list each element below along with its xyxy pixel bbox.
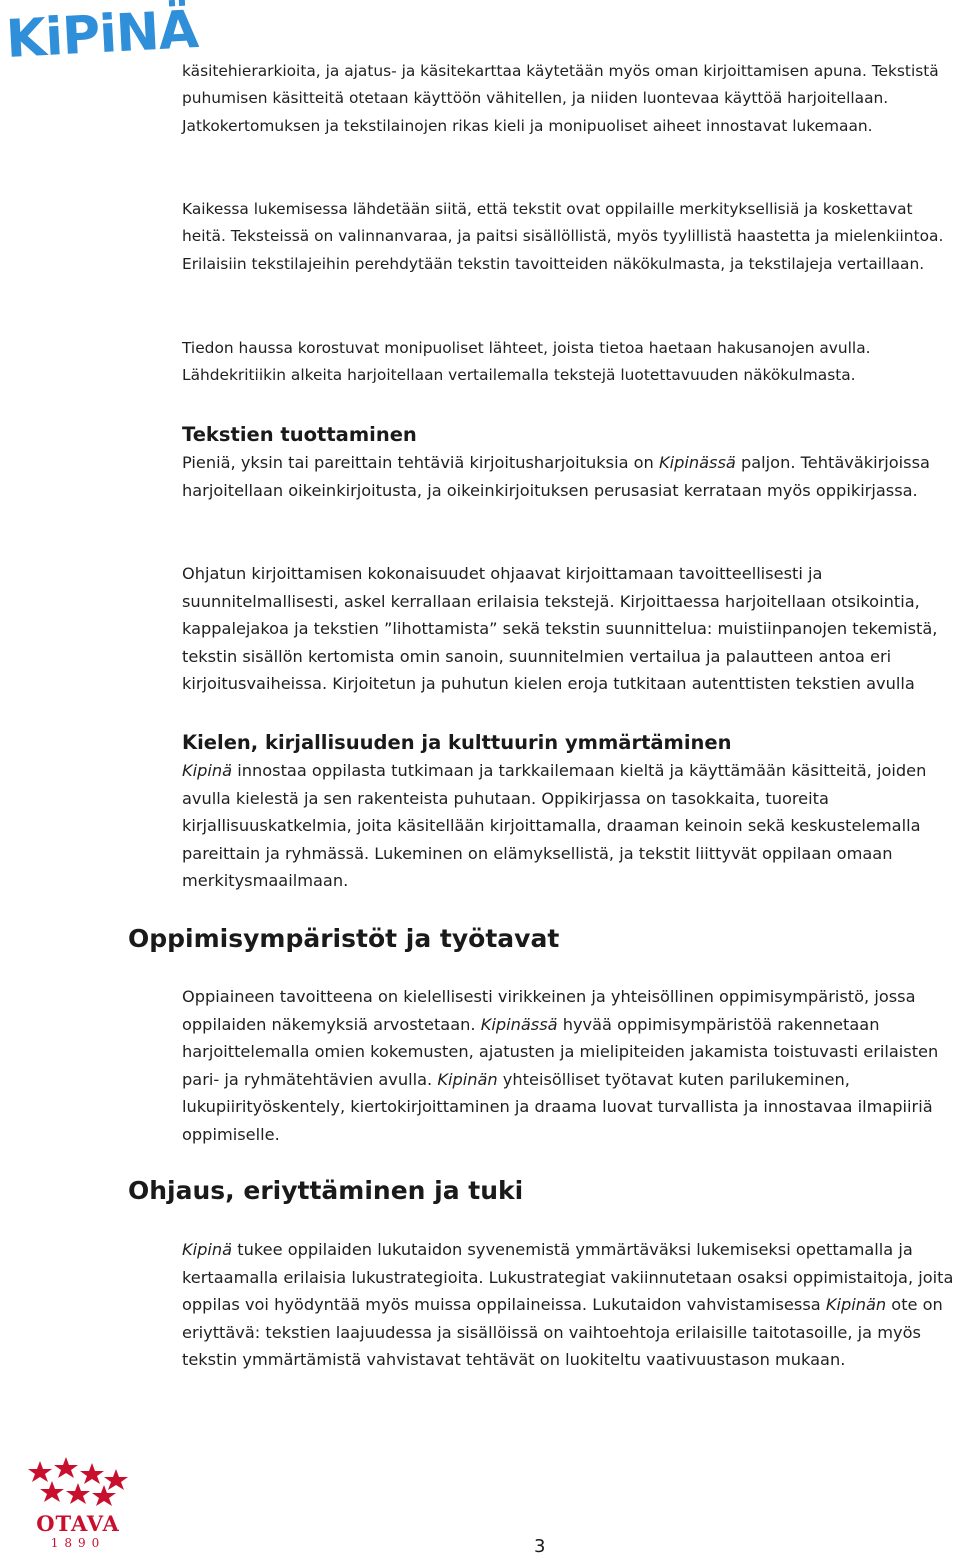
- intro-paragraph-2: Kaikessa lukemisessa lähdetään siitä, että tekstit ovat oppilaille merkityksellisiä ja koskettavat heitä. Teksteissä on valinnanvaraa, ja paitsi sisällöllistä, myös tyylillistä haastetta ja mielenkiintoa. Erilaisiin tekstilajeihin perehdytään tekstin tavoitteiden näkökulmasta, ja tekstilajeja vertaillaan.: [182, 200, 944, 273]
- intro-section-3: [182, 335, 954, 390]
- text-run: innostaa oppilasta tutkimaan ja tarkkailemaan kieltä ja käyttämään käsitteitä, joiden avulla kielestä ja sen rakenteista puhutaan. Oppikirjassa on tasokkaita, tuoreita kirjallisuuskatkelmia, joita käsitellään kirjoittamalla, draaman keinoin sekä keskustelemalla pareittain ja ryhmässä. Lukeminen on elämyksellistä, ja tekstit liittyvät oppilaan omaan merkitysmaailmaan.: [182, 761, 927, 891]
- otava-name: OTAVA: [36, 1511, 120, 1536]
- ohjaus-paragraph: [182, 1236, 954, 1374]
- otava-year: 1890: [50, 1536, 106, 1550]
- kipina-logo: [4, 0, 200, 70]
- ymparistot-section: [182, 983, 954, 1149]
- intro-section: [182, 58, 954, 140]
- italic-run: Kipinä: [182, 1240, 233, 1259]
- kieli-paragraph: [182, 757, 954, 895]
- kieli-heading: Kielen, kirjallisuuden ja kulttuurin ymmärtäminen: [182, 731, 732, 754]
- ymparistot-heading: Oppimisympäristöt ja työtavat: [128, 924, 560, 953]
- text-run: tukee oppilaiden lukutaidon syvenemistä ymmärtäväksi lukemiseksi opettamalla ja kertaamalla erilaisia lukustrategioita. Lukustrategiat vakiinnutetaan osaksi oppimistaitoja, joita oppilas voi hyödyntää myös muissa oppilaineissa. Lukutaidon vahvistamisessa: [182, 1240, 954, 1315]
- text-run: Oppiaineen tavoitteena on kielellisesti virikkeinen ja yhteisöllinen oppimisympäristö, jossa oppilaiden näkemyksiä arvostetaan.: [182, 987, 916, 1034]
- italic-run: Kipinässä: [480, 1014, 558, 1034]
- italic-run: Kipinän: [825, 1295, 887, 1315]
- italic-run: Kipinässä: [658, 453, 736, 472]
- ohjaus-section: [182, 1236, 954, 1374]
- text-run: ote on eriyttävä: tekstien laajuudessa ja sisällöissä on vaihtoehtoja erilaisille taitotasoille, ja myös tekstin ymmärtämistä vahvistavat tehtävät on luokiteltu vaativuustason mukaan.: [182, 1295, 943, 1370]
- text-run: paljon. Tehtäväkirjoissa harjoitellaan oikeinkirjoitusta, ja oikeinkirjoituksen perusasiat kerrataan myös oppikirjassa.: [182, 453, 930, 500]
- tuottaminen-paragraph-2: Ohjatun kirjoittamisen kokonaisuudet ohjaavat kirjoittamaan tavoitteellisesti ja suunnitelmallisesti, askel kerrallaan erilaisia tekstejä. Kirjoittaessa harjoitellaan otsikointia, kappalejakoa ja tekstien ”lihottamista” sekä tekstin suunnittelua: muistiinpanojen tekemistä, tekstin sisällön kertomista omin sanoin, suunnitelmien vertailua ja palautteen antoa eri kirjoitusvaiheissa. Kirjoitetun ja puhutun kielen eroja tutkitaan autenttisten tekstien avulla: [182, 564, 938, 694]
- ohjaus-heading: Ohjaus, eriyttäminen ja tuki: [128, 1176, 524, 1205]
- tuottaminen-paragraph-1: [182, 449, 954, 504]
- ymparistot-paragraph: [182, 983, 954, 1149]
- tuottaminen-section: [182, 421, 954, 504]
- tuottaminen-heading: Tekstien tuottaminen: [182, 423, 417, 446]
- page-number: 3: [534, 1536, 546, 1557]
- text-run: hyvää oppimisympäristöä rakennetaan harjoittelemalla omien kokemusten, ajatusten ja mielipiteiden jakamista toistuvasti erilaisten pari- ja ryhmätehtävien avulla.: [182, 1014, 939, 1089]
- intro-paragraph-3: Tiedon haussa korostuvat monipuoliset lähteet, joista tietoa haetaan hakusanojen avulla. Lähdekritiikin alkeita harjoitellaan vertailemalla tekstejä luotettavuuden näkökulmasta.: [182, 339, 871, 385]
- text-run: Pieniä, yksin tai pareittain tehtäviä kirjoitusharjoituksia on: [182, 453, 659, 472]
- stars-icon: [22, 1455, 130, 1511]
- intro-section-2: [182, 196, 954, 278]
- tuottaminen-section-2: [182, 560, 954, 698]
- otava-logo: [22, 1455, 130, 1559]
- italic-run: Kipinän: [437, 1069, 498, 1089]
- italic-run: Kipinä: [182, 761, 233, 780]
- intro-paragraph-1: käsitehierarkioita, ja ajatus- ja käsitekarttaa käytetään myös oman kirjoittamisen apuna. Tekstistä puhumisen käsitteitä otetaan käyttöön vähitellen, ja niiden luontevaa käyttöä harjoitellaan. Jatkokertomuksen ja tekstilainojen rikas kieli ja monipuoliset aiheet innostavat lukemaan.: [182, 62, 939, 135]
- kipina-logo-text: KiPiNÄ: [4, 0, 200, 70]
- text-run: yhteisölliset työtavat kuten parilukeminen, lukupiirityöskentely, kiertokirjoittaminen ja draama luovat turvallista ja innostavaa ilmapiiriä oppimiselle.: [182, 1069, 933, 1144]
- kieli-section: [182, 729, 954, 895]
